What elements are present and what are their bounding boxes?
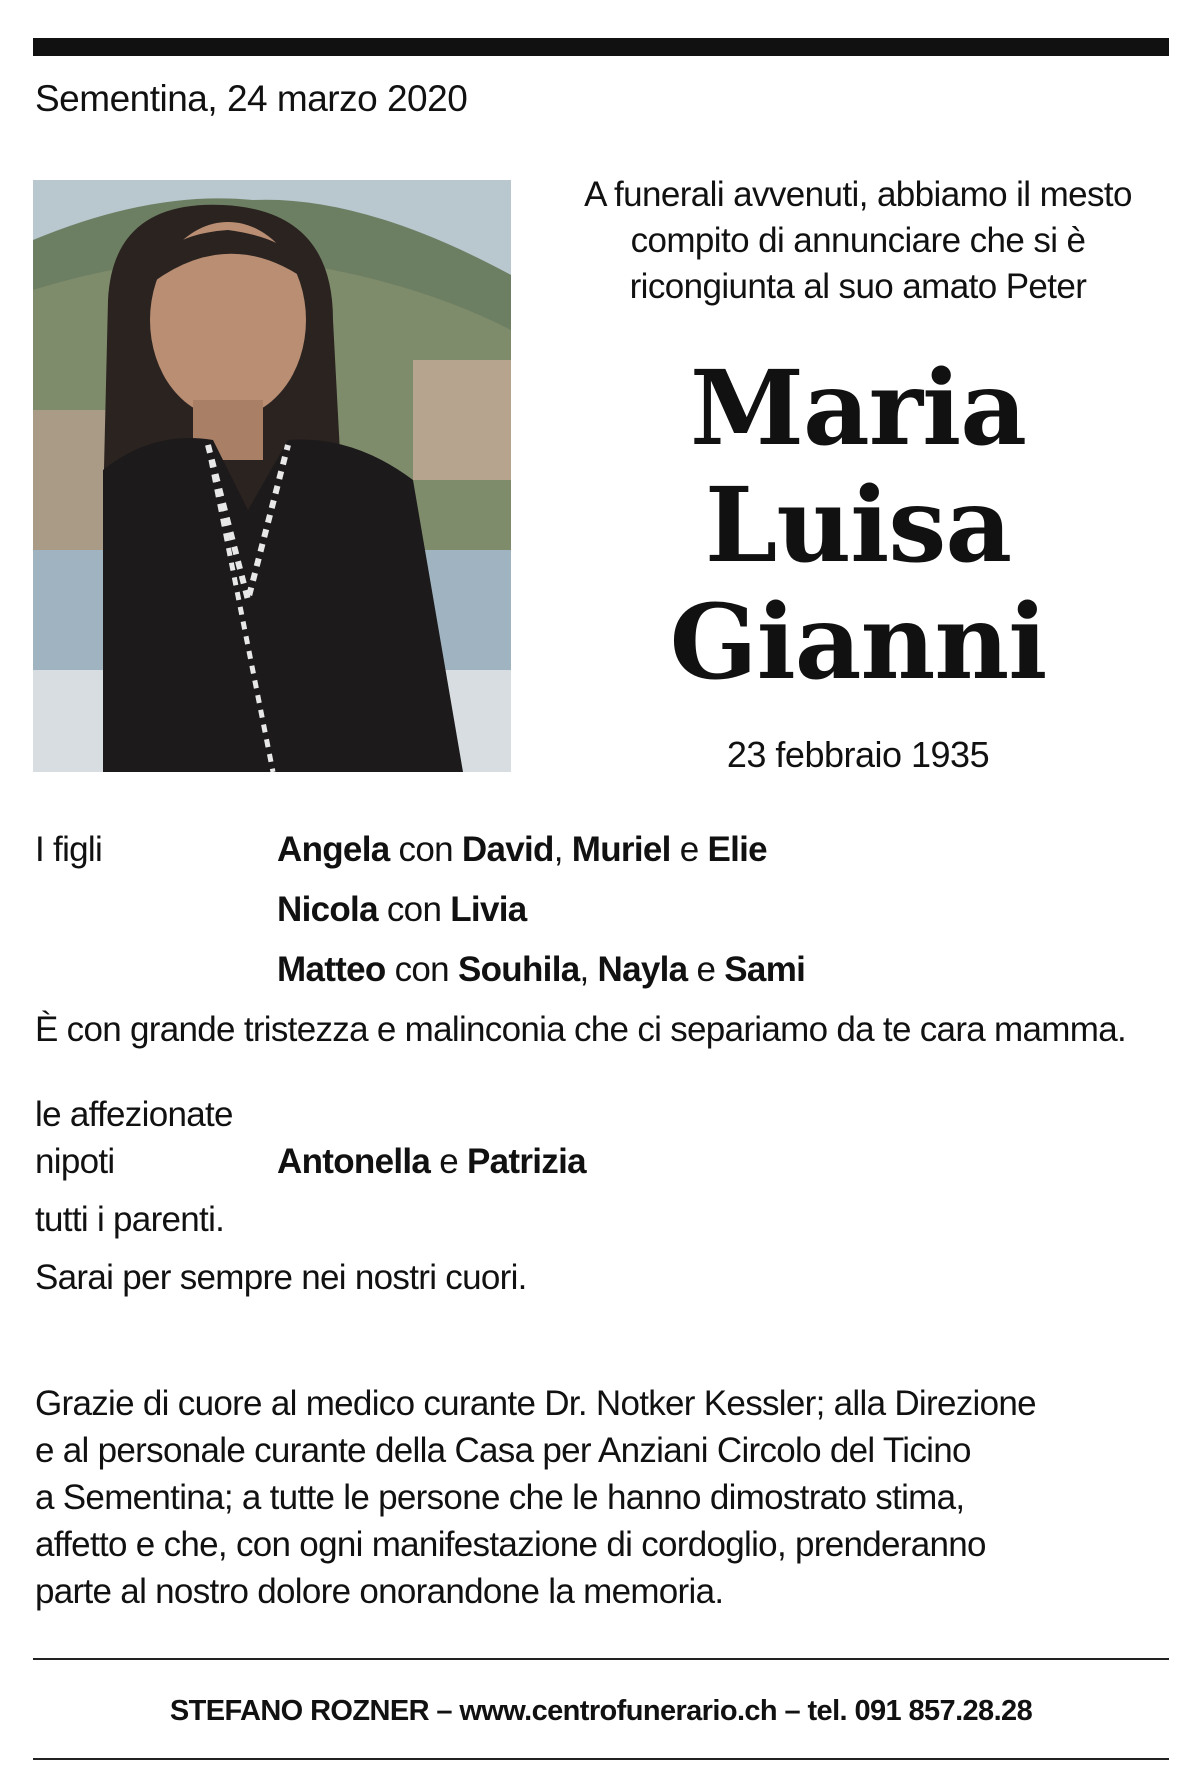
top-rule bbox=[33, 38, 1169, 56]
connector: e bbox=[679, 830, 699, 869]
partner-name: Muriel bbox=[571, 830, 671, 869]
connector: e bbox=[439, 1142, 458, 1181]
name-middle: Luisa bbox=[704, 465, 1012, 586]
intro-text bbox=[548, 172, 1168, 310]
child-name: Nicola bbox=[277, 890, 378, 929]
thanks-line: a Sementina; a tutte le persone che le hanno dimostrato stima, bbox=[35, 1478, 965, 1517]
connector: con bbox=[386, 890, 442, 929]
nieces-label-1: le affezionate bbox=[35, 1095, 233, 1134]
relatives-text: tutti i parenti. bbox=[35, 1200, 225, 1239]
child-row bbox=[277, 890, 527, 930]
connector: con bbox=[398, 830, 453, 869]
intro-line: A funerali avvenuti, abbiamo il mesto bbox=[584, 175, 1132, 214]
partner-name: Elie bbox=[707, 830, 767, 869]
partner-name: Sami bbox=[724, 950, 806, 989]
child-row bbox=[277, 950, 805, 990]
child-name: Angela bbox=[277, 830, 390, 869]
footer-rule-bottom bbox=[33, 1758, 1169, 1760]
niece-name: Patrizia bbox=[466, 1142, 586, 1181]
name-first: Maria bbox=[690, 348, 1026, 469]
partner-name: David bbox=[461, 830, 554, 869]
child-row bbox=[277, 830, 767, 870]
farewell-text: È con grande tristezza e malinconia che ci separiamo da te cara mamma. bbox=[35, 1010, 1126, 1049]
nieces-label-2: nipoti bbox=[35, 1142, 115, 1181]
separator: , bbox=[579, 950, 589, 989]
children-label: I figli bbox=[35, 830, 103, 869]
thanks-paragraph bbox=[35, 1380, 1165, 1615]
deceased-name bbox=[548, 350, 1168, 701]
portrait-photo bbox=[33, 180, 511, 772]
connector: con bbox=[394, 950, 449, 989]
connector: e bbox=[696, 950, 716, 989]
partner-name: Souhila bbox=[457, 950, 580, 989]
footer-rule-top bbox=[33, 1658, 1169, 1660]
name-last: Gianni bbox=[669, 582, 1047, 703]
thanks-line: parte al nostro dolore onorandone la memoria. bbox=[35, 1572, 724, 1611]
footer-contact: STEFANO ROZNER – www.centrofunerario.ch – tel. 091 857.28.28 bbox=[169, 1695, 1033, 1727]
separator: , bbox=[553, 830, 563, 869]
birth-date: 23 febbraio 1935 bbox=[726, 734, 990, 775]
child-name: Matteo bbox=[277, 950, 386, 989]
closing-text: Sarai per sempre nei nostri cuori. bbox=[35, 1258, 527, 1297]
thanks-line: Grazie di cuore al medico curante Dr. Notker Kessler; alla Direzione bbox=[35, 1384, 1036, 1423]
niece-name: Antonella bbox=[277, 1142, 431, 1181]
partner-name: Livia bbox=[450, 890, 527, 929]
intro-line: compito di annunciare che si è bbox=[630, 221, 1086, 260]
thanks-line: e al personale curante della Casa per Anziani Circolo del Ticino bbox=[35, 1431, 971, 1470]
intro-line: ricongiunta al suo amato Peter bbox=[629, 267, 1087, 306]
thanks-line: affetto e che, con ogni manifestazione di cordoglio, prenderanno bbox=[35, 1525, 986, 1564]
place-date: Sementina, 24 marzo 2020 bbox=[35, 78, 468, 119]
partner-name: Nayla bbox=[597, 950, 688, 989]
nieces-names bbox=[277, 1142, 586, 1182]
